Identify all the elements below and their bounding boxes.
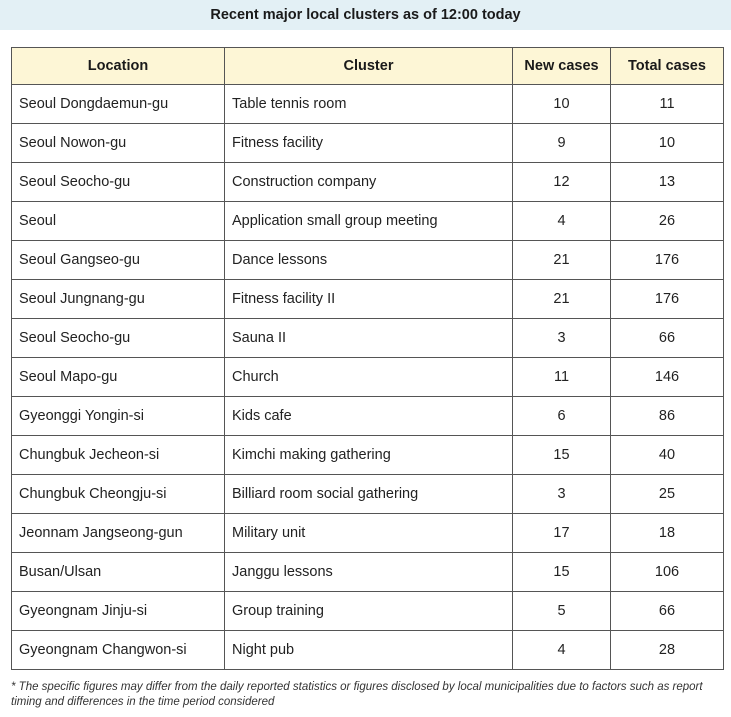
cell-location: Busan/Ulsan (12, 553, 225, 592)
cell-location: Seoul Mapo-gu (12, 358, 225, 397)
cell-total-cases: 11 (611, 85, 724, 124)
cell-location: Seoul Dongdaemun-gu (12, 85, 225, 124)
cell-total-cases: 26 (611, 202, 724, 241)
cell-location: Jeonnam Jangseong-gun (12, 514, 225, 553)
cell-total-cases: 66 (611, 319, 724, 358)
cell-total-cases: 10 (611, 124, 724, 163)
column-header-cluster: Cluster (225, 48, 513, 85)
cell-new-cases: 10 (513, 85, 611, 124)
cell-new-cases: 4 (513, 202, 611, 241)
cell-location: Seoul (12, 202, 225, 241)
cell-total-cases: 176 (611, 241, 724, 280)
cell-total-cases: 18 (611, 514, 724, 553)
cell-new-cases: 9 (513, 124, 611, 163)
table-row (12, 397, 724, 436)
cell-new-cases: 3 (513, 475, 611, 514)
cell-new-cases: 15 (513, 553, 611, 592)
cell-total-cases: 146 (611, 358, 724, 397)
page-title-text: Recent major local clusters as of 12:00 today (210, 7, 521, 23)
cell-new-cases: 15 (513, 436, 611, 475)
cell-cluster: Fitness facility (225, 124, 513, 163)
cell-total-cases: 25 (611, 475, 724, 514)
footnote: * The specific figures may differ from the daily reported statistics or figures disclosed by local municipalities due to factors such as report timing and differences in the time period considered (11, 681, 703, 708)
cell-location: Chungbuk Cheongju-si (12, 475, 225, 514)
table-row (12, 553, 724, 592)
cell-location: Seoul Seocho-gu (12, 319, 225, 358)
column-header-total-cases: Total cases (611, 48, 724, 85)
table-row (12, 631, 724, 670)
table-row (12, 358, 724, 397)
cell-cluster: Dance lessons (225, 241, 513, 280)
cell-cluster: Janggu lessons (225, 553, 513, 592)
cell-cluster: Group training (225, 592, 513, 631)
table-row (12, 436, 724, 475)
cell-cluster: Church (225, 358, 513, 397)
cell-location: Gyeongnam Changwon-si (12, 631, 225, 670)
clusters-table (11, 47, 724, 670)
table-row (12, 280, 724, 319)
cell-new-cases: 11 (513, 358, 611, 397)
table-row (12, 241, 724, 280)
table-row (12, 319, 724, 358)
cell-location: Seoul Gangseo-gu (12, 241, 225, 280)
cell-new-cases: 5 (513, 592, 611, 631)
cell-total-cases: 176 (611, 280, 724, 319)
cell-cluster: Night pub (225, 631, 513, 670)
cell-new-cases: 21 (513, 280, 611, 319)
header-row (12, 48, 724, 85)
cell-cluster: Kids cafe (225, 397, 513, 436)
cell-new-cases: 6 (513, 397, 611, 436)
cell-cluster: Application small group meeting (225, 202, 513, 241)
cell-cluster: Kimchi making gathering (225, 436, 513, 475)
cell-cluster: Construction company (225, 163, 513, 202)
cell-location: Gyeonggi Yongin-si (12, 397, 225, 436)
cell-total-cases: 106 (611, 553, 724, 592)
cell-location: Gyeongnam Jinju-si (12, 592, 225, 631)
cell-cluster: Military unit (225, 514, 513, 553)
cell-cluster: Sauna II (225, 319, 513, 358)
table-row (12, 475, 724, 514)
cell-total-cases: 86 (611, 397, 724, 436)
cell-total-cases: 13 (611, 163, 724, 202)
table-row (12, 514, 724, 553)
table-row (12, 592, 724, 631)
cell-new-cases: 21 (513, 241, 611, 280)
table-row (12, 202, 724, 241)
cell-cluster: Fitness facility II (225, 280, 513, 319)
column-header-new-cases: New cases (513, 48, 611, 85)
cell-location: Seoul Seocho-gu (12, 163, 225, 202)
cell-cluster: Table tennis room (225, 85, 513, 124)
table-header (12, 48, 724, 85)
cell-total-cases: 40 (611, 436, 724, 475)
cell-new-cases: 3 (513, 319, 611, 358)
cell-total-cases: 28 (611, 631, 724, 670)
cell-new-cases: 17 (513, 514, 611, 553)
cell-location: Seoul Nowon-gu (12, 124, 225, 163)
table-row (12, 124, 724, 163)
table-row (12, 85, 724, 124)
cell-new-cases: 12 (513, 163, 611, 202)
cell-location: Seoul Jungnang-gu (12, 280, 225, 319)
cell-total-cases: 66 (611, 592, 724, 631)
cell-cluster: Billiard room social gathering (225, 475, 513, 514)
table-body (12, 85, 724, 670)
column-header-location: Location (12, 48, 225, 85)
table-row (12, 163, 724, 202)
cell-new-cases: 4 (513, 631, 611, 670)
page-title (0, 0, 731, 30)
cell-location: Chungbuk Jecheon-si (12, 436, 225, 475)
